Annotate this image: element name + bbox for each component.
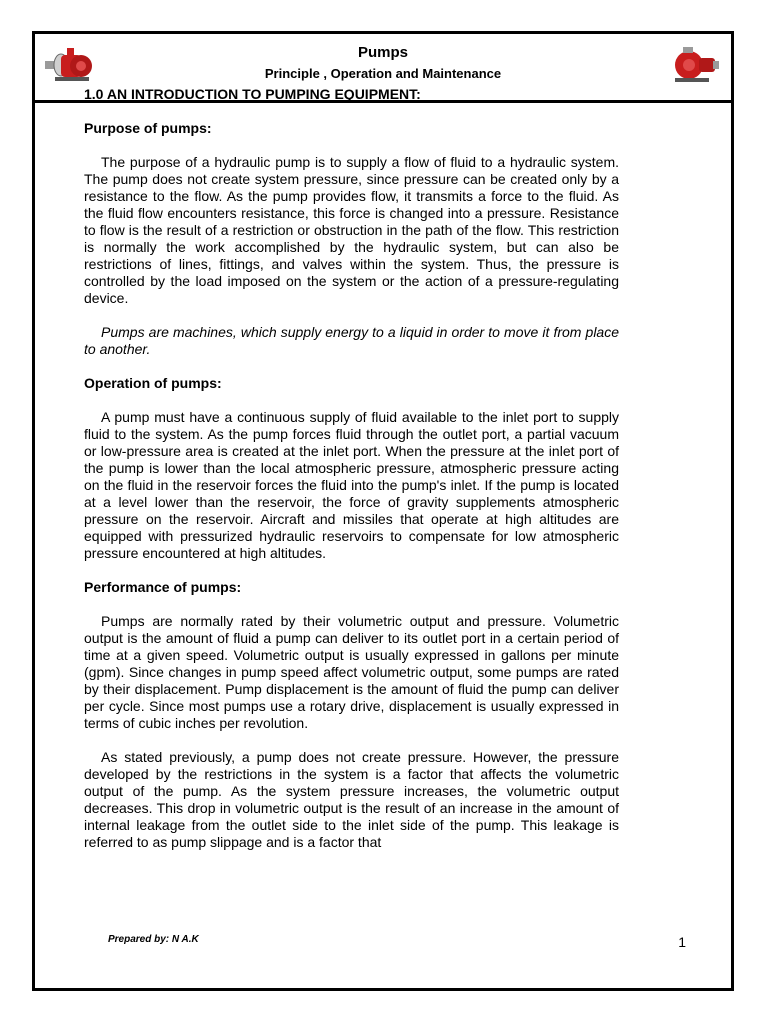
purpose-heading: Purpose of pumps: [84, 120, 212, 136]
page-content [84, 86, 619, 851]
performance-paragraph-2: As stated previously, a pump does not create pressure. However, the pressure developed by the restrictions in the system is a factor that affects the volumetric output of the pump. As the system pressure increases, the volumetric output decreases. This drop in volumetric output is the result of an increase in the amount of internal leakage from the outlet side to the inlet side of the pump. This leakage is referred to as pump slippage and is a factor that [84, 749, 619, 850]
page-number: 1 [678, 934, 686, 950]
section-heading: 1.0 AN INTRODUCTION TO PUMPING EQUIPMENT: [84, 86, 421, 102]
performance-paragraph-1: Pumps are normally rated by their volumetric output and pressure. Volumetric output is the amount of fluid a pump can deliver to its outlet port in a certain period of time at a given speed. Volumetric output is usually expressed in gallons per minute (gpm). Since changes in pump speed affect volumetric output, some pumps are rated by their displacement. Pump displacement is the amount of fluid the pump can deliver per cycle. Since most pumps use a rotary drive, displacement is usually expressed in terms of cubic inches per revolution. [84, 613, 619, 731]
prepared-by: Prepared by: N A.K [108, 934, 199, 945]
operation-paragraph: A pump must have a continuous supply of fluid available to the inlet port to supply fluid to the system. As the pump forces fluid through the outlet port, a partial vacuum or low-pressure area is created at the inlet port. When the pressure at the inlet port of the pump is lower than the local atmospheric pressure, atmospheric pressure acting on the fluid in the reservoir forces the fluid into the pump's inlet. If the pump is located at a level lower than the reservoir, the force of gravity supplements atmospheric pressure on the reservoir. Aircraft and missiles that operate at high altitudes are equipped with pressurized hydraulic reservoirs to compensate for low atmospheric pressure encountered at high altitudes. [84, 409, 619, 561]
pump-image-right [669, 45, 721, 85]
pump-definition: Pumps are machines, which supply energy to a liquid in order to move it from place to another. [84, 324, 619, 357]
performance-heading: Performance of pumps: [84, 579, 242, 595]
page-subtitle: Principle , Operation and Maintenance [264, 66, 502, 81]
operation-heading: Operation of pumps: [84, 375, 222, 391]
purpose-paragraph: The purpose of a hydraulic pump is to supply a flow of fluid to a hydraulic system. The pump does not create system pressure, since pressure can be created only by a resistance to the flow. As the pump provides flow, it transmits a force to the fluid. As the fluid flow encounters resistance, this force is changed into a pressure. Resistance to flow is the result of a restriction or obstruction in the path of the flow. This restriction is normally the work accomplished by the hydraulic system, but can also be restrictions of lines, fittings, and valves within the system. Thus, the pressure is controlled by the load imposed on the system or the action of a pressure-regulating device. [84, 154, 619, 306]
page-title: Pumps [357, 44, 408, 61]
